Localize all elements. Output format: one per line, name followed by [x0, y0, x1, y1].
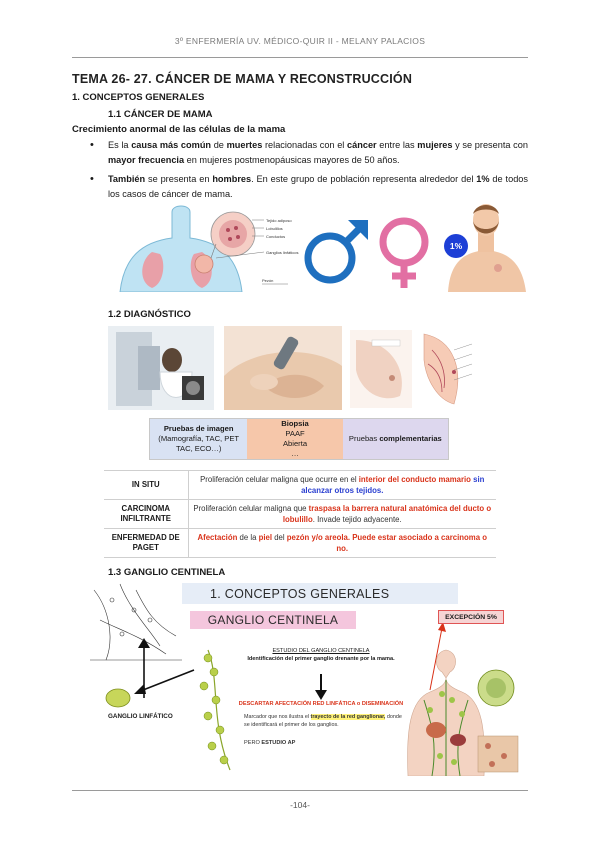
venus-icon	[383, 221, 425, 288]
step-study: ESTUDIO DEL GANGLIO CENTINELA Identificación del primer ganglio drenante por la mama.	[247, 648, 395, 662]
sentinel-node-slide	[90, 580, 528, 776]
imaging-tests-cell: Pruebas de imagen (Mamografía, TAC, PET TAC, ECO…)	[150, 419, 247, 459]
ultrasound-photo	[224, 326, 342, 410]
breast-cross-section-diagram	[414, 330, 500, 410]
bullet-item-women: • Es la causa más común de muertes relacionadas con el cáncer entre las mujeres y se presenta con mayor frecuencia en mujeres postmenopáusicas mayores de 50 años.	[90, 138, 528, 168]
subsection-diagnostico: 1.2 DIAGNÓSTICO	[108, 309, 191, 320]
cancer-types-table	[104, 470, 496, 558]
table-row	[104, 529, 496, 558]
type-key: IN SITU	[104, 471, 188, 500]
subsection-ganglio-centinela: 1.3 GANGLIO CENTINELA	[108, 567, 226, 578]
definition-lead: Crecimiento anormal de las células de la mama	[72, 124, 286, 135]
diagnostic-tests-table	[149, 418, 449, 460]
mammography-photo	[108, 326, 214, 410]
complementary-tests-cell: Pruebas complementarias	[343, 419, 448, 459]
type-key: CARCINOMA INFILTRANTE	[104, 500, 188, 529]
breast-examination-photo	[350, 330, 412, 408]
tissue-sample-icon	[478, 736, 518, 772]
breast-anatomy-illustration	[112, 202, 300, 292]
anatomy-label: Conductos	[266, 234, 286, 239]
biopsy-cell: Biopsia PAAF Abierta …	[247, 419, 342, 459]
gender-symbols	[300, 214, 440, 290]
exception-badge: EXCEPCIÓN 5%	[438, 610, 504, 624]
lymphatic-body-illustration	[408, 650, 485, 776]
lymph-node-icon	[106, 689, 130, 707]
man-illustration	[444, 202, 530, 292]
anatomy-label: Pezón	[262, 278, 274, 283]
table-row	[104, 471, 496, 500]
lymph-node-label: GANGLIO LINFÁTICO	[108, 713, 173, 720]
anatomy-label: Ganglios linfáticos	[266, 250, 299, 255]
section-heading: 1. CONCEPTOS GENERALES	[72, 92, 205, 103]
page-number: -104-	[290, 800, 310, 810]
axilla-sketch	[90, 584, 182, 660]
step-marker: Marcador que nos ilustra el trayecto de la red ganglionar, donde se identificará el primer de los ganglios.	[244, 714, 402, 728]
type-description: Proliferación celular maligna que traspasa la barrera natural anatómica del ducto o lobulillo. Invade tejido adyacente.	[188, 500, 496, 529]
footer-divider	[72, 790, 528, 791]
anatomy-label: Lobulillos	[266, 226, 283, 231]
page-header: 3º ENFERMERÍA UV. MÉDICO-QUIR II - MELANY PALACIOS	[174, 36, 426, 46]
lymph-chain-icon	[200, 650, 230, 770]
page-title: TEMA 26- 27. CÁNCER DE MAMA Y RECONSTRUCCIÓN	[72, 72, 413, 86]
type-description: Proliferación celular maligna que ocurre en el interior del conducto mamario sin alcanzar otros tejidos.	[188, 471, 496, 500]
bullet-item-men: • También se presenta en hombres. En este grupo de población representa alrededor del 1% de todos los casos de cáncer de mama.	[90, 172, 528, 202]
step-discard: DESCARTAR AFECTACIÓN RED LINFÁTICA o DISEMINACIÓN	[238, 701, 404, 707]
header-divider	[72, 57, 528, 58]
slide-banner-ganglio: GANGLIO CENTINELA	[190, 611, 356, 629]
type-key: ENFERMEDAD DE PAGET	[104, 529, 188, 558]
mars-icon	[308, 220, 368, 280]
table-row	[104, 500, 496, 529]
type-description: Afectación de la piel del pezón y/o areola. Puede estar asociado a carcinoma o no.	[188, 529, 496, 558]
bullet-list	[90, 138, 528, 206]
man-badge-text: 1%	[449, 241, 463, 251]
step-ap: PERO ESTUDIO AP	[244, 740, 296, 746]
anatomy-label: Tejido adiposo	[266, 218, 292, 223]
slide-banner-conceptos: 1. CONCEPTOS GENERALES	[182, 583, 458, 604]
subsection-cancer-de-mama: 1.1 CÁNCER DE MAMA	[108, 109, 213, 120]
